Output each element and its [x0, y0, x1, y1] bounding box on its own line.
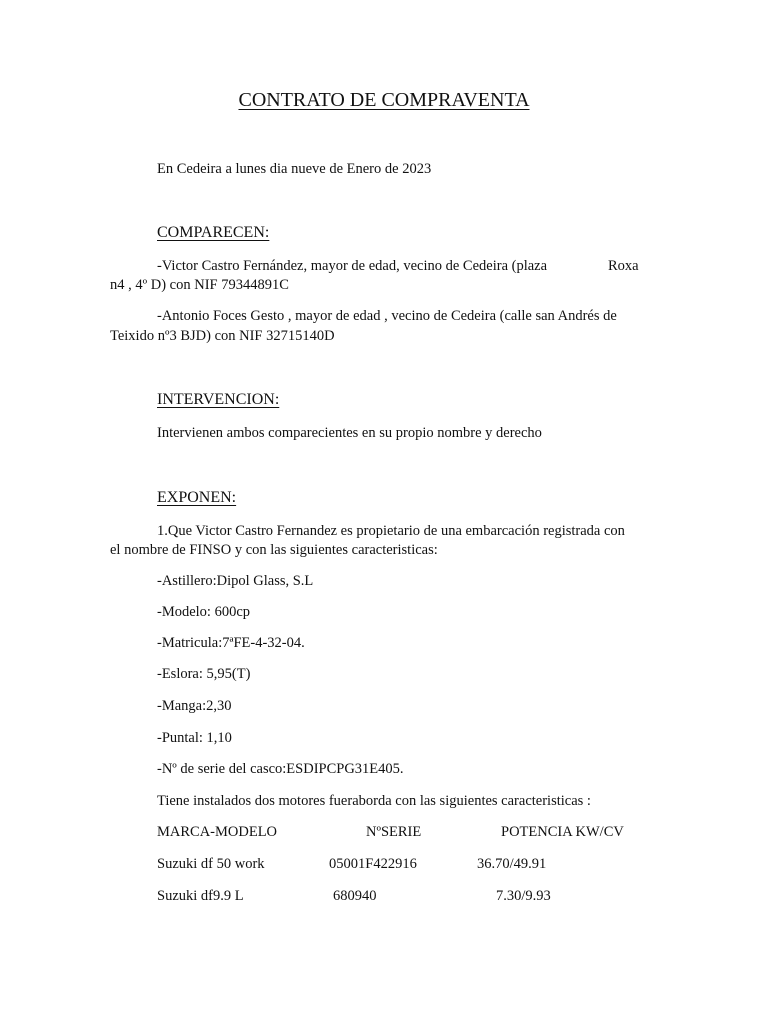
- date-line: En Cedeira a lunes dia nueve de Enero de 2023: [157, 161, 432, 177]
- table-row-2-marca: Suzuki df9.9 L: [157, 888, 244, 904]
- serie-casco-line: -Nº de serie del casco:ESDIPCPG31E405.: [157, 761, 404, 777]
- puntal-line: -Puntal: 1,10: [157, 730, 232, 746]
- eslora-line: -Eslora: 5,95(T): [157, 666, 251, 682]
- table-header-potencia: POTENCIA KW/CV: [501, 824, 624, 840]
- party1-line1-b: Roxa: [608, 258, 639, 274]
- modelo-line: -Modelo: 600cp: [157, 604, 251, 620]
- table-row-2-serie: 680940: [333, 888, 377, 904]
- party2-line2: Teixido nº3 BJD) con NIF 32715140D: [110, 328, 335, 344]
- point1-line2: el nombre de FINSO y con las siguientes caracteristicas:: [110, 542, 438, 558]
- party1-line1-a: -Victor Castro Fernández, mayor de edad, vecino de Cedeira (plaza: [157, 258, 548, 274]
- document-title: CONTRATO DE COMPRAVENTA: [238, 89, 530, 111]
- matricula-line: -Matricula:7ªFE-4-32-04.: [157, 635, 305, 651]
- manga-line: -Manga:2,30: [157, 698, 232, 714]
- exponen-heading: EXPONEN:: [157, 489, 237, 506]
- astillero-line: -Astillero:Dipol Glass, S.L: [157, 573, 314, 589]
- table-row-1-marca: Suzuki df 50 work: [157, 856, 265, 872]
- table-header-marca: MARCA-MODELO: [157, 824, 278, 840]
- intervencion-heading: INTERVENCION:: [157, 391, 280, 408]
- table-row-2-potencia: 7.30/9.93: [496, 888, 551, 904]
- table-row-1-potencia: 36.70/49.91: [477, 856, 547, 872]
- comparecen-heading: COMPARECEN:: [157, 224, 270, 241]
- intervencion-text: Intervienen ambos comparecientes en su propio nombre y derecho: [157, 425, 542, 441]
- party1-line2: n4 , 4º D) con NIF 79344891C: [110, 277, 289, 293]
- table-header-serie: NºSERIE: [366, 824, 422, 840]
- table-row-1-serie: 05001F422916: [329, 856, 417, 872]
- motores-intro: Tiene instalados dos motores fueraborda con las siguientes caracteristicas :: [157, 793, 591, 809]
- party2-line1: -Antonio Foces Gesto , mayor de edad , vecino de Cedeira (calle san Andrés de: [157, 308, 617, 324]
- point1-line1: 1.Que Victor Castro Fernandez es propietario de una embarcación registrada con: [157, 523, 625, 539]
